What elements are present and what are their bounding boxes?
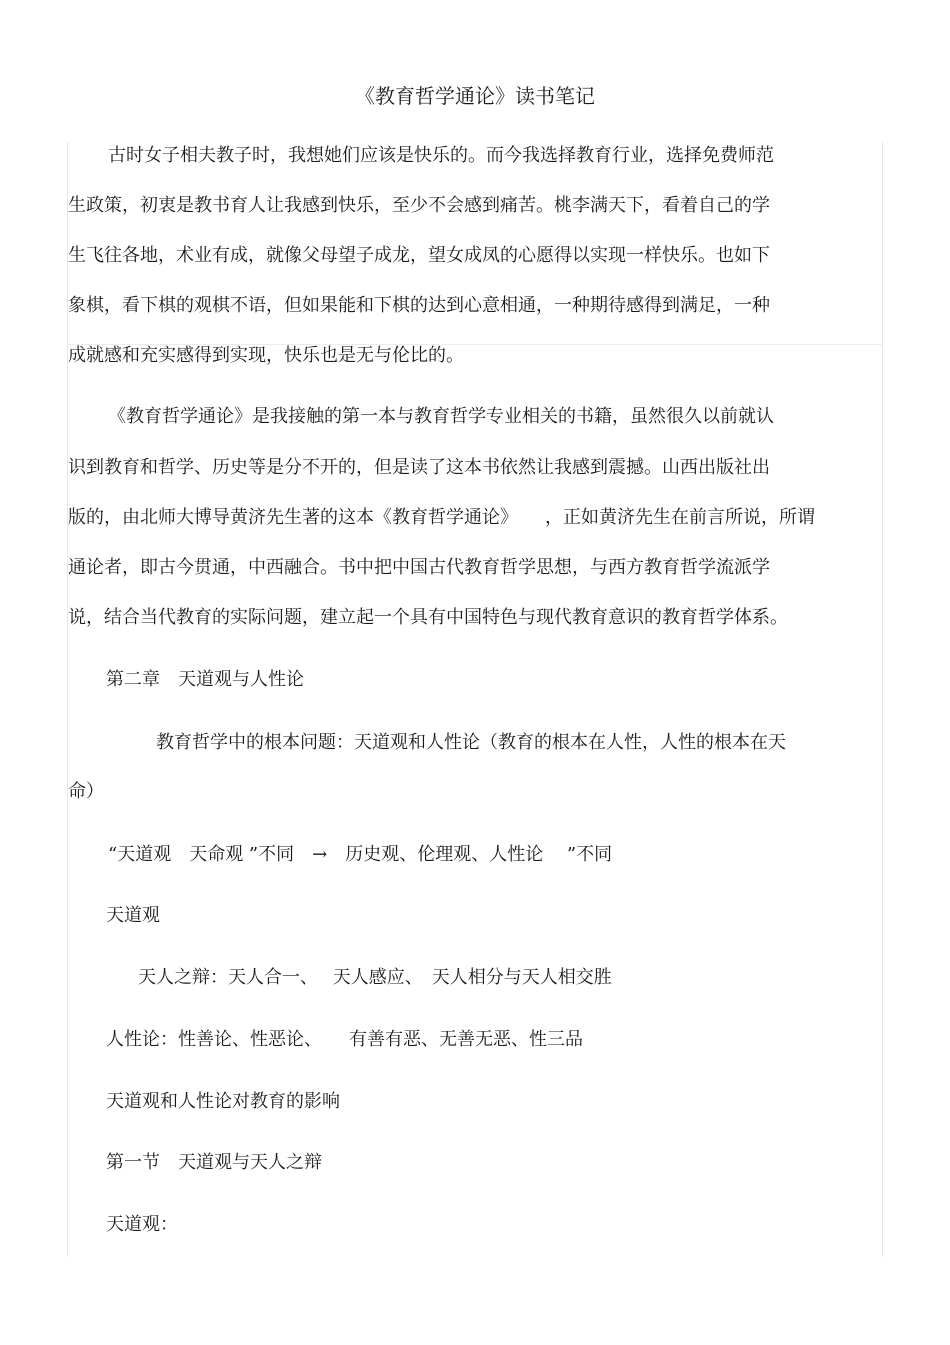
paragraph-2-line-3: 版的，由北师大博导黄济先生著的这本《教育哲学通论》 ，正如黄济先生在前言所说，所谓 xyxy=(68,507,815,528)
paragraph-1-line-2: 生政策，初衷是教书育人让我感到快乐，至少不会感到痛苦。桃李满天下，看着自己的学 xyxy=(68,195,770,216)
section-heading: 第一节 天道观与天人之辩 xyxy=(106,1152,322,1173)
relation-line: “天道观 天命观 ”不同 → 历史观、伦理观、人性论 ”不同 xyxy=(108,844,613,865)
chapter-heading: 第二章 天道观与人性论 xyxy=(106,669,304,690)
paragraph-1-line-4: 象棋，看下棋的观棋不语，但如果能和下棋的达到心意相通，一种期待感得到满足，一种 xyxy=(68,295,770,316)
tiandao-label: 天道观： xyxy=(106,1214,178,1235)
root-question-line-2: 命） xyxy=(68,781,104,802)
paragraph-2-line-2: 识到教育和哲学、历史等是分不开的，但是读了这本书依然让我感到震撼。山西出版社出 xyxy=(68,457,770,478)
influence-line: 天道观和人性论对教育的影响 xyxy=(106,1091,340,1112)
paragraph-1-line-3: 生飞往各地，术业有成，就像父母望子成龙，望女成凤的心愿得以实现一样快乐。也如下 xyxy=(68,245,770,266)
human-nature-line: 人性论：性善论、性恶论、 有善有恶、无善无恶、性三品 xyxy=(106,1029,583,1050)
paragraph-2-line-5: 说，结合当代教育的实际问题，建立起一个具有中国特色与现代教育意识的教育哲学体系。 xyxy=(68,607,788,628)
document-title: 《教育哲学通论》读书笔记 xyxy=(355,84,595,108)
paragraph-2-line-4: 通论者，即古今贯通，中西融合。书中把中国古代教育哲学思想，与西方教育哲学流派学 xyxy=(68,557,770,578)
tiandao-heading: 天道观 xyxy=(106,905,160,926)
paragraph-2-line-1: 《教育哲学通论》是我接触的第一本与教育哲学专业相关的书籍，虽然很久以前就认 xyxy=(108,406,774,427)
paragraph-1-line-1: 古时女子相夫教子时，我想她们应该是快乐的。而今我选择教育行业，选择免费师范 xyxy=(108,145,774,166)
root-question-line-1: 教育哲学中的根本问题：天道观和人性论（教育的根本在人性，人性的根本在天 xyxy=(156,732,786,753)
right-border-line xyxy=(882,142,883,1257)
tianren-debate-line: 天人之辩：天人合一、 天人感应、 天人相分与天人相交胜 xyxy=(138,967,612,988)
paragraph-1-line-5: 成就感和充实感得到实现，快乐也是无与伦比的。 xyxy=(68,345,464,366)
